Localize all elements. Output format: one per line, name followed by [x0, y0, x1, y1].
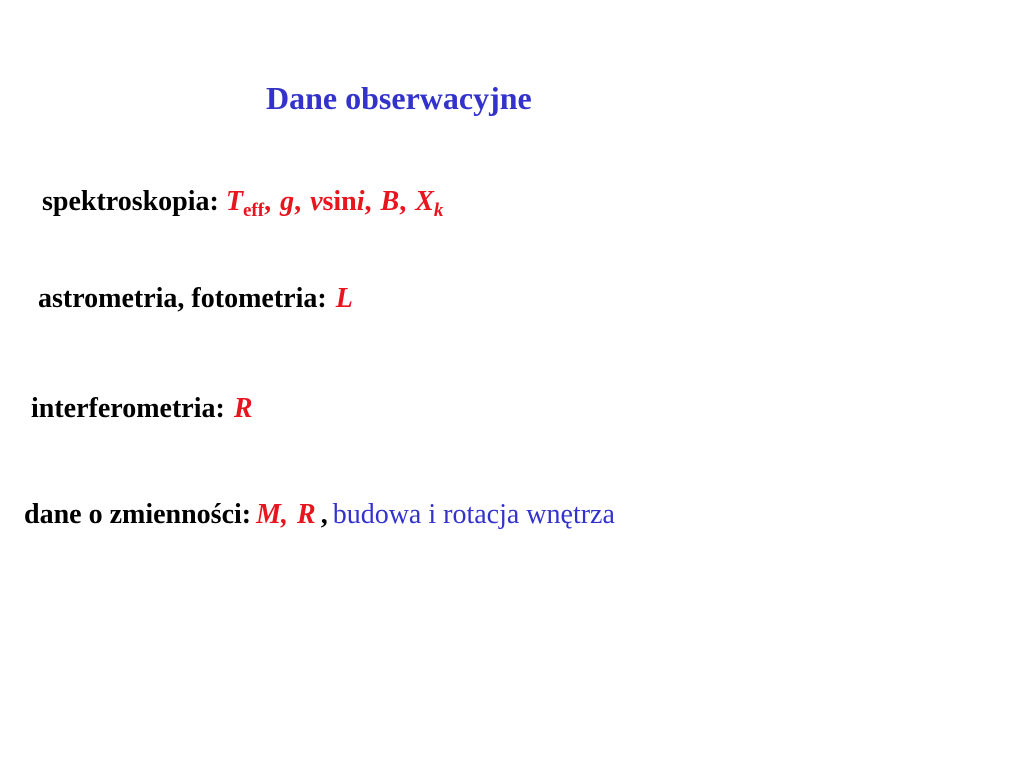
variability-line: [24, 499, 615, 531]
i-symbol: i: [356, 186, 365, 217]
variability-description: budowa i rotacja wnętrza: [332, 499, 615, 530]
teff-symbol: [225, 186, 265, 221]
g-symbol: g: [280, 186, 295, 217]
teff-t: T: [225, 186, 243, 217]
variability-label: dane o zmienności:: [24, 499, 252, 530]
xk-subscript: k: [433, 200, 444, 221]
interferometry-label: interferometria:: [31, 393, 225, 424]
variability-comma: ,: [320, 499, 328, 530]
comma-4: ,: [399, 186, 407, 217]
slide-title: Dane obserwacyjne: [266, 80, 532, 116]
v-symbol: v: [310, 186, 323, 217]
b-symbol: B: [380, 186, 400, 217]
sin-text: sin: [322, 186, 357, 217]
m-symbol: M,: [256, 499, 289, 530]
astrometry-label: astrometria, fotometria:: [38, 283, 327, 314]
teff-subscript: eff: [242, 200, 265, 221]
xk-symbol: [415, 186, 444, 221]
spectroscopy-line: [42, 186, 444, 221]
comma-3: ,: [364, 186, 372, 217]
r-symbol: R: [233, 393, 253, 424]
r-symbol-variability: R: [297, 499, 316, 530]
astrometry-line: [38, 283, 353, 315]
l-symbol: L: [335, 283, 353, 314]
comma-2: ,: [294, 186, 302, 217]
xk-x: X: [415, 186, 434, 217]
interferometry-line: [31, 393, 253, 425]
spectroscopy-label: spektroskopia:: [42, 186, 219, 217]
comma-1: ,: [264, 186, 272, 217]
